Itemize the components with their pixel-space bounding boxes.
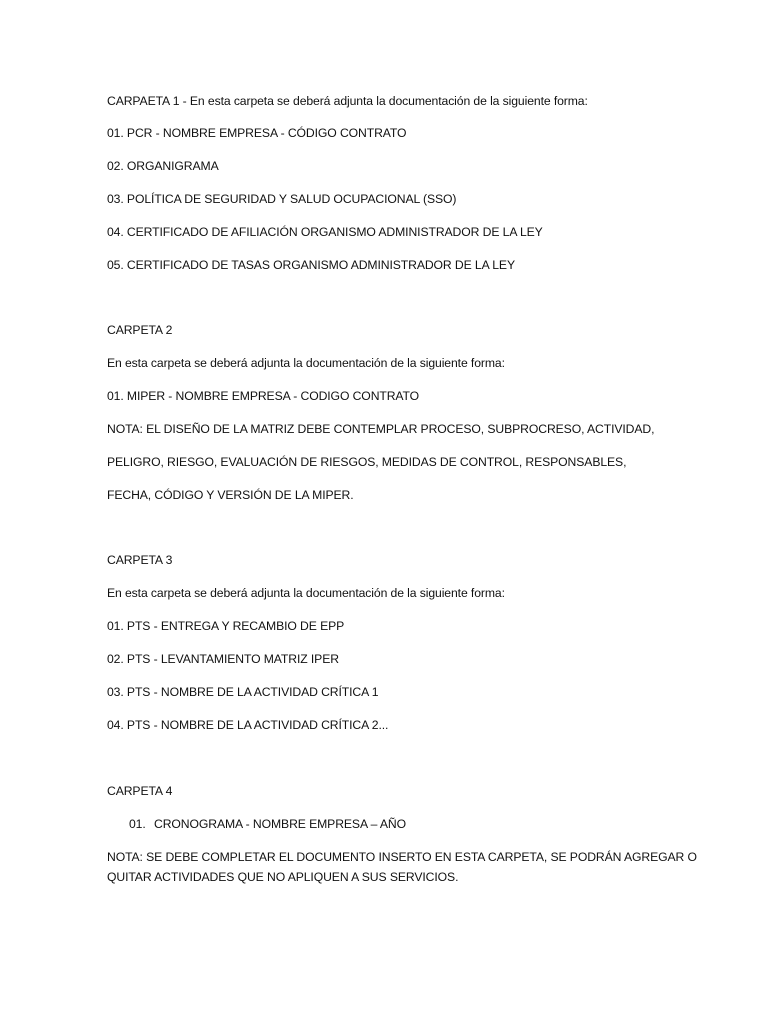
folder2-note-line-3: FECHA, CÓDIGO Y VERSIÓN DE LA MIPER.: [107, 488, 354, 502]
folder2-title: CARPETA 2: [107, 323, 173, 337]
folder1-item-1: 01. PCR - NOMBRE EMPRESA - CÓDIGO CONTRATO: [107, 126, 407, 140]
folder2-note-line-2: PELIGRO, RIESGO, EVALUACIÓN DE RIESGOS, MEDIDAS DE CONTROL, RESPONSABLES,: [107, 455, 627, 469]
folder1-item-4: 04. CERTIFICADO DE AFILIACIÓN ORGANISMO ADMINISTRADOR DE LA LEY: [107, 225, 543, 239]
folder3-item-1: 01. PTS - ENTREGA Y RECAMBIO DE EPP: [107, 619, 345, 633]
folder3-item-3: 03. PTS - NOMBRE DE LA ACTIVIDAD CRÍTICA 1: [107, 685, 379, 699]
folder2-intro: En esta carpeta se deberá adjunta la documentación de la siguiente forma:: [107, 356, 505, 370]
folder4-note-line-1: NOTA: SE DEBE COMPLETAR EL DOCUMENTO INSERTO EN ESTA CARPETA, SE PODRÁN AGREGAR O: [107, 850, 697, 864]
folder1-intro: CARPAETA 1 - En esta carpeta se deberá adjunta la documentación de la siguiente forma:: [107, 94, 588, 108]
folder4-item-text: CRONOGRAMA - NOMBRE EMPRESA – AÑO: [154, 817, 407, 831]
folder1-item-2: 02. ORGANIGRAMA: [107, 159, 219, 173]
folder2-item-1: 01. MIPER - NOMBRE EMPRESA - CODIGO CONTRATO: [107, 389, 420, 403]
folder4-title: CARPETA 4: [107, 784, 173, 798]
folder4-item-1: [129, 816, 406, 832]
folder2-note-line-1: NOTA: EL DISEÑO DE LA MATRIZ DEBE CONTEMPLAR PROCESO, SUBPROCRESO, ACTIVIDAD,: [107, 422, 655, 436]
folder3-item-2: 02. PTS - LEVANTAMIENTO MATRIZ IPER: [107, 652, 339, 666]
folder4-item-number: 01.: [129, 817, 146, 831]
folder3-intro: En esta carpeta se deberá adjunta la documentación de la siguiente forma:: [107, 586, 505, 600]
folder1-item-5: 05. CERTIFICADO DE TASAS ORGANISMO ADMINISTRADOR DE LA LEY: [107, 258, 515, 272]
folder3-item-4: 04. PTS - NOMBRE DE LA ACTIVIDAD CRÍTICA 2...: [107, 718, 389, 732]
folder4-note-line-2: QUITAR ACTIVIDADES QUE NO APLIQUEN A SUS SERVICIOS.: [107, 870, 459, 884]
folder3-title: CARPETA 3: [107, 553, 173, 567]
folder1-item-3: 03. POLÍTICA DE SEGURIDAD Y SALUD OCUPACIONAL (SSO): [107, 192, 457, 206]
